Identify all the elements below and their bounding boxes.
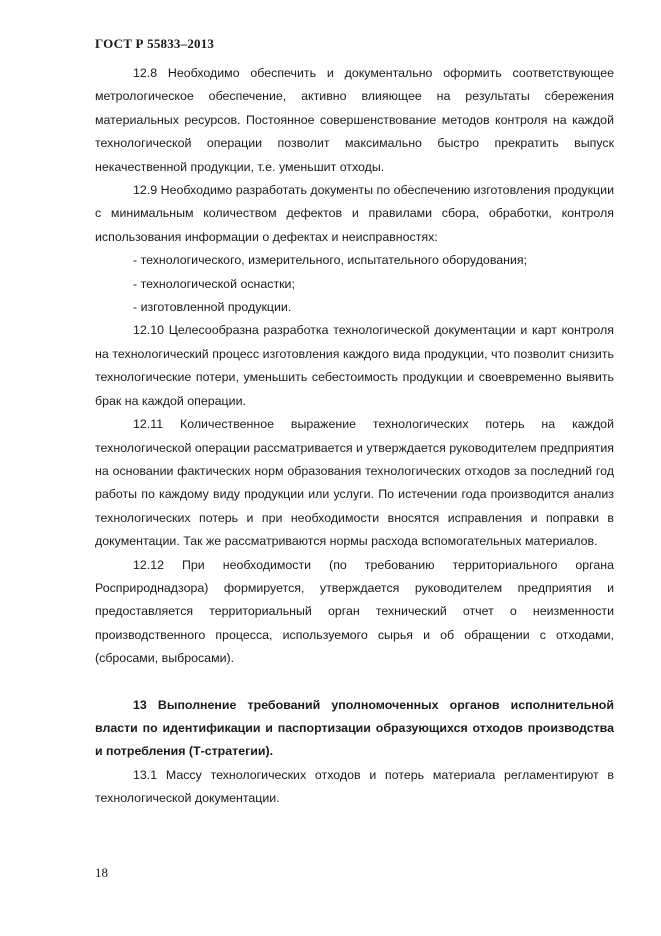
document-header-code: ГОСТ Р 55833–2013 <box>95 36 215 51</box>
list-item: - технологического, измерительного, испытательного оборудования; <box>133 253 528 268</box>
page-number: 18 <box>95 865 108 880</box>
paragraph-12-8: 12.8 Необходимо обеспечить и документально оформить соответствующее метрологическое обеспечение, активно влияющее на результаты сбережения материальных ресурсов. Постоянное совершенствование методов контроля на каждой технологической операции позволит максимально быстро прекратить выпуск некачественной продукции, т.е. уменьшит отходы. <box>95 66 614 174</box>
section-13-heading: 13 Выполнение требований уполномоченных органов исполнительной власти по идентификации и паспортизации образующихся отходов производства и потребления (Т-стратегии). <box>95 697 614 759</box>
paragraph-12-11: 12.11 Количественное выражение технологических потерь на каждой технологической операции рассматривается и утверждается руководителем предприятия на основании фактических норм образования технологических отходов за последний год работы по каждому виду продукции или услуги. По истечении года производится анализ технологических потерь и при необходимости вносятся исправления и поправки в документации. Так же рассматриваются нормы расхода вспомогательных материалов. <box>95 417 614 549</box>
paragraph-12-12: 12.12 При необходимости (по требованию территориального органа Росприроднадзора) формируется, утверждается руководителем предприятия и предоставляется территориальный орган технический отчет о неизменности производственного процесса, используемого сырья и об обращении с отходами, (сбросами, выбросами). <box>95 557 614 666</box>
list-item: - изготовленной продукции. <box>133 300 292 315</box>
document-body <box>95 62 614 811</box>
list-item: - технологической оснастки; <box>133 276 295 291</box>
paragraph-12-10: 12.10 Целесообразна разработка технологической документации и карт контроля на технологический процесс изготовления каждого вида продукции, что позволит снизить технологические потери, уменьшить себестоимость продукции и своевременно выявить брак на каждой операции. <box>95 323 614 408</box>
paragraph-12-9: 12.9 Необходимо разработать документы по обеспечению изготовления продукции с минимальным количеством дефектов и правилами сбора, обработки, контроля использования информации о дефектах и неисправностях: <box>95 183 614 244</box>
paragraph-13-1: 13.1 Массу технологических отходов и потерь материала регламентируют в технологической документации. <box>95 767 614 806</box>
